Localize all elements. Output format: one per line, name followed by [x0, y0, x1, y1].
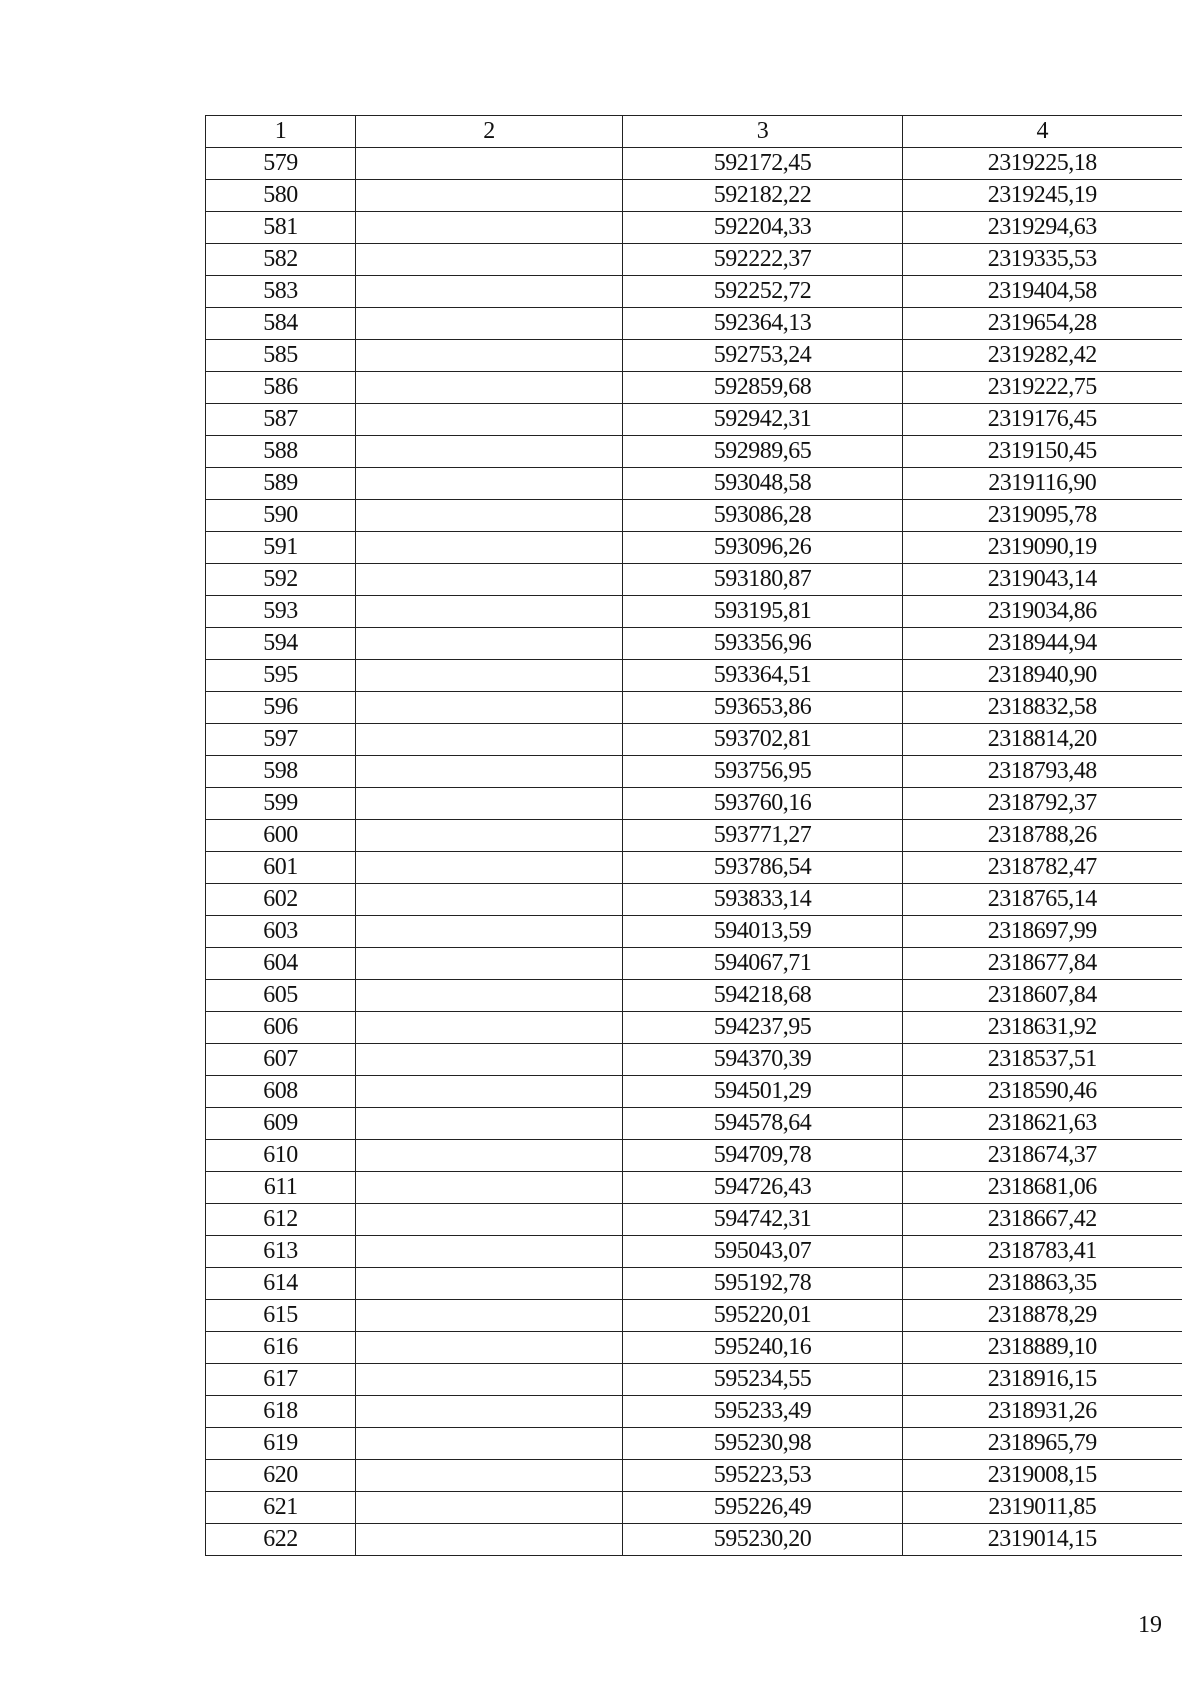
table-cell — [356, 436, 623, 468]
table-cell — [356, 1332, 623, 1364]
table-cell: 593 — [206, 596, 356, 628]
table-cell — [356, 372, 623, 404]
table-cell: 2319654,28 — [903, 308, 1182, 340]
table-row — [206, 724, 1182, 756]
table-row — [206, 1396, 1182, 1428]
table-cell — [356, 1204, 623, 1236]
table-cell: 593756,95 — [623, 756, 903, 788]
table-row — [206, 1076, 1182, 1108]
table-cell: 594237,95 — [623, 1012, 903, 1044]
table-cell: 594742,31 — [623, 1204, 903, 1236]
table-cell — [356, 1428, 623, 1460]
table-cell: 592172,45 — [623, 148, 903, 180]
table-cell: 610 — [206, 1140, 356, 1172]
table-cell: 592859,68 — [623, 372, 903, 404]
table-cell: 2318916,15 — [903, 1364, 1182, 1396]
table-cell — [356, 1492, 623, 1524]
table-cell: 579 — [206, 148, 356, 180]
table-row — [206, 468, 1182, 500]
table-cell: 2318965,79 — [903, 1428, 1182, 1460]
table-cell: 616 — [206, 1332, 356, 1364]
table-cell: 585 — [206, 340, 356, 372]
table-cell: 594578,64 — [623, 1108, 903, 1140]
table-cell: 609 — [206, 1108, 356, 1140]
table-row — [206, 1108, 1182, 1140]
table-cell: 2318607,84 — [903, 980, 1182, 1012]
table-cell: 607 — [206, 1044, 356, 1076]
table-cell — [356, 1012, 623, 1044]
table-cell: 595 — [206, 660, 356, 692]
table-cell: 595240,16 — [623, 1332, 903, 1364]
table-cell — [356, 1236, 623, 1268]
table-row — [206, 916, 1182, 948]
column-header: 1 — [206, 116, 356, 148]
table-cell: 2319011,85 — [903, 1492, 1182, 1524]
table-cell: 587 — [206, 404, 356, 436]
table-cell: 602 — [206, 884, 356, 916]
table-cell: 584 — [206, 308, 356, 340]
table-cell: 620 — [206, 1460, 356, 1492]
table-cell: 2319043,14 — [903, 564, 1182, 596]
table-cell: 593702,81 — [623, 724, 903, 756]
table-row — [206, 436, 1182, 468]
table-cell: 593760,16 — [623, 788, 903, 820]
table-row — [206, 1428, 1182, 1460]
table-cell: 2319335,53 — [903, 244, 1182, 276]
table-cell — [356, 724, 623, 756]
table-cell: 594067,71 — [623, 948, 903, 980]
table-cell: 2318667,42 — [903, 1204, 1182, 1236]
table-cell: 595230,20 — [623, 1524, 903, 1556]
table-body — [206, 148, 1182, 1556]
table-row — [206, 1140, 1182, 1172]
table-cell: 600 — [206, 820, 356, 852]
table-cell: 594218,68 — [623, 980, 903, 1012]
table-cell: 2319225,18 — [903, 148, 1182, 180]
table-cell: 592989,65 — [623, 436, 903, 468]
table-cell: 608 — [206, 1076, 356, 1108]
table-cell — [356, 244, 623, 276]
table-cell: 2318677,84 — [903, 948, 1182, 980]
table-cell: 2318793,48 — [903, 756, 1182, 788]
table-row — [206, 660, 1182, 692]
table-cell — [356, 852, 623, 884]
table-cell: 2318788,26 — [903, 820, 1182, 852]
table-row — [206, 1300, 1182, 1332]
table-row — [206, 180, 1182, 212]
table-row — [206, 1012, 1182, 1044]
table-header-row — [206, 116, 1182, 148]
table-cell: 580 — [206, 180, 356, 212]
table-cell: 599 — [206, 788, 356, 820]
table-cell: 588 — [206, 436, 356, 468]
table-cell: 592 — [206, 564, 356, 596]
table-cell: 2318814,20 — [903, 724, 1182, 756]
table-cell: 594 — [206, 628, 356, 660]
table-cell: 583 — [206, 276, 356, 308]
table-cell: 2319222,75 — [903, 372, 1182, 404]
table-row — [206, 852, 1182, 884]
table-cell: 603 — [206, 916, 356, 948]
table-row — [206, 1492, 1182, 1524]
table-cell — [356, 404, 623, 436]
table-cell: 2319090,19 — [903, 532, 1182, 564]
table-cell: 612 — [206, 1204, 356, 1236]
table-cell: 595234,55 — [623, 1364, 903, 1396]
table-cell — [356, 564, 623, 596]
column-header: 4 — [903, 116, 1182, 148]
table-cell: 593086,28 — [623, 500, 903, 532]
table-cell — [356, 180, 623, 212]
table-cell: 595223,53 — [623, 1460, 903, 1492]
table-cell — [356, 532, 623, 564]
table-cell: 593356,96 — [623, 628, 903, 660]
table-cell: 2318537,51 — [903, 1044, 1182, 1076]
table-cell: 2318631,92 — [903, 1012, 1182, 1044]
table-cell: 594709,78 — [623, 1140, 903, 1172]
table-cell: 595226,49 — [623, 1492, 903, 1524]
table-cell: 2318621,63 — [903, 1108, 1182, 1140]
table-row — [206, 788, 1182, 820]
table-cell: 2318940,90 — [903, 660, 1182, 692]
page-number: 19 — [1138, 1612, 1162, 1638]
table-cell: 592222,37 — [623, 244, 903, 276]
table-cell — [356, 660, 623, 692]
table-cell — [356, 308, 623, 340]
table-cell — [356, 1076, 623, 1108]
table-cell — [356, 884, 623, 916]
column-header: 2 — [356, 116, 623, 148]
table-cell — [356, 980, 623, 1012]
table-cell — [356, 788, 623, 820]
table-cell: 592182,22 — [623, 180, 903, 212]
table-cell: 2319245,19 — [903, 180, 1182, 212]
table-row — [206, 756, 1182, 788]
table-cell: 2319116,90 — [903, 468, 1182, 500]
table-row — [206, 628, 1182, 660]
table-row — [206, 212, 1182, 244]
table-cell — [356, 1364, 623, 1396]
table-cell: 592252,72 — [623, 276, 903, 308]
table-cell: 595230,98 — [623, 1428, 903, 1460]
table-cell — [356, 756, 623, 788]
table-cell: 594726,43 — [623, 1172, 903, 1204]
table-cell: 593364,51 — [623, 660, 903, 692]
table-cell — [356, 948, 623, 980]
table-row — [206, 1460, 1182, 1492]
table-cell — [356, 1268, 623, 1300]
table-cell: 582 — [206, 244, 356, 276]
table-cell: 2318782,47 — [903, 852, 1182, 884]
table-cell — [356, 1300, 623, 1332]
table-cell: 2319282,42 — [903, 340, 1182, 372]
table-cell: 2318931,26 — [903, 1396, 1182, 1428]
table-row — [206, 404, 1182, 436]
table-row — [206, 596, 1182, 628]
table-cell: 2319095,78 — [903, 500, 1182, 532]
table-cell: 2318889,10 — [903, 1332, 1182, 1364]
table-cell — [356, 820, 623, 852]
table-cell: 2318765,14 — [903, 884, 1182, 916]
table-cell: 604 — [206, 948, 356, 980]
table-cell: 619 — [206, 1428, 356, 1460]
coordinates-table — [205, 115, 1182, 1556]
table-cell: 591 — [206, 532, 356, 564]
table-cell: 605 — [206, 980, 356, 1012]
table-row — [206, 948, 1182, 980]
table-cell: 593653,86 — [623, 692, 903, 724]
table-cell: 2319294,63 — [903, 212, 1182, 244]
table-cell: 590 — [206, 500, 356, 532]
table-cell: 593048,58 — [623, 468, 903, 500]
table-row — [206, 308, 1182, 340]
table-cell: 2318832,58 — [903, 692, 1182, 724]
table-row — [206, 276, 1182, 308]
table-cell — [356, 1172, 623, 1204]
table-cell: 2318590,46 — [903, 1076, 1182, 1108]
table-cell: 598 — [206, 756, 356, 788]
table-row — [206, 1332, 1182, 1364]
table-cell: 592753,24 — [623, 340, 903, 372]
table-cell: 581 — [206, 212, 356, 244]
table-cell: 593833,14 — [623, 884, 903, 916]
coordinates-table-wrapper — [205, 115, 1182, 1556]
table-cell: 2319404,58 — [903, 276, 1182, 308]
table-cell — [356, 340, 623, 372]
table-cell: 593786,54 — [623, 852, 903, 884]
table-cell: 593180,87 — [623, 564, 903, 596]
table-cell — [356, 1524, 623, 1556]
table-row — [206, 1364, 1182, 1396]
table-cell: 592942,31 — [623, 404, 903, 436]
table-row — [206, 1172, 1182, 1204]
table-row — [206, 372, 1182, 404]
table-cell: 2319014,15 — [903, 1524, 1182, 1556]
table-cell — [356, 916, 623, 948]
table-cell: 594013,59 — [623, 916, 903, 948]
table-cell: 2318697,99 — [903, 916, 1182, 948]
table-cell: 593096,26 — [623, 532, 903, 564]
table-cell: 594370,39 — [623, 1044, 903, 1076]
table-cell: 2318681,06 — [903, 1172, 1182, 1204]
table-row — [206, 980, 1182, 1012]
table-row — [206, 532, 1182, 564]
column-header: 3 — [623, 116, 903, 148]
table-cell: 621 — [206, 1492, 356, 1524]
table-cell: 618 — [206, 1396, 356, 1428]
table-row — [206, 1236, 1182, 1268]
table-cell — [356, 1140, 623, 1172]
table-cell: 2318878,29 — [903, 1300, 1182, 1332]
table-cell: 586 — [206, 372, 356, 404]
table-row — [206, 500, 1182, 532]
table-cell — [356, 692, 623, 724]
table-cell: 595192,78 — [623, 1268, 903, 1300]
table-cell: 613 — [206, 1236, 356, 1268]
table-cell: 2318944,94 — [903, 628, 1182, 660]
table-cell: 2319008,15 — [903, 1460, 1182, 1492]
table-cell: 606 — [206, 1012, 356, 1044]
table-row — [206, 244, 1182, 276]
table-row — [206, 692, 1182, 724]
table-cell: 611 — [206, 1172, 356, 1204]
table-row — [206, 1524, 1182, 1556]
table-cell: 593195,81 — [623, 596, 903, 628]
table-cell — [356, 628, 623, 660]
table-cell: 595220,01 — [623, 1300, 903, 1332]
table-cell: 597 — [206, 724, 356, 756]
table-cell: 2319176,45 — [903, 404, 1182, 436]
table-cell: 614 — [206, 1268, 356, 1300]
table-cell: 593771,27 — [623, 820, 903, 852]
table-cell: 2319150,45 — [903, 436, 1182, 468]
table-row — [206, 564, 1182, 596]
table-cell: 2318792,37 — [903, 788, 1182, 820]
table-cell — [356, 596, 623, 628]
table-row — [206, 148, 1182, 180]
table-cell: 617 — [206, 1364, 356, 1396]
table-cell: 2318674,37 — [903, 1140, 1182, 1172]
table-cell — [356, 276, 623, 308]
table-cell — [356, 212, 623, 244]
table-cell — [356, 468, 623, 500]
table-cell — [356, 1396, 623, 1428]
table-row — [206, 1204, 1182, 1236]
table-row — [206, 884, 1182, 916]
table-cell: 2318783,41 — [903, 1236, 1182, 1268]
table-cell: 622 — [206, 1524, 356, 1556]
table-cell: 592364,13 — [623, 308, 903, 340]
table-cell: 2319034,86 — [903, 596, 1182, 628]
table-row — [206, 820, 1182, 852]
table-cell: 601 — [206, 852, 356, 884]
table-row — [206, 1044, 1182, 1076]
table-cell: 596 — [206, 692, 356, 724]
table-cell: 594501,29 — [623, 1076, 903, 1108]
table-cell: 592204,33 — [623, 212, 903, 244]
table-cell: 595233,49 — [623, 1396, 903, 1428]
table-cell: 2318863,35 — [903, 1268, 1182, 1300]
table-row — [206, 340, 1182, 372]
table-cell: 589 — [206, 468, 356, 500]
table-cell — [356, 1108, 623, 1140]
table-cell: 615 — [206, 1300, 356, 1332]
table-cell — [356, 148, 623, 180]
table-cell — [356, 1044, 623, 1076]
table-cell: 595043,07 — [623, 1236, 903, 1268]
table-cell — [356, 500, 623, 532]
table-cell — [356, 1460, 623, 1492]
table-row — [206, 1268, 1182, 1300]
